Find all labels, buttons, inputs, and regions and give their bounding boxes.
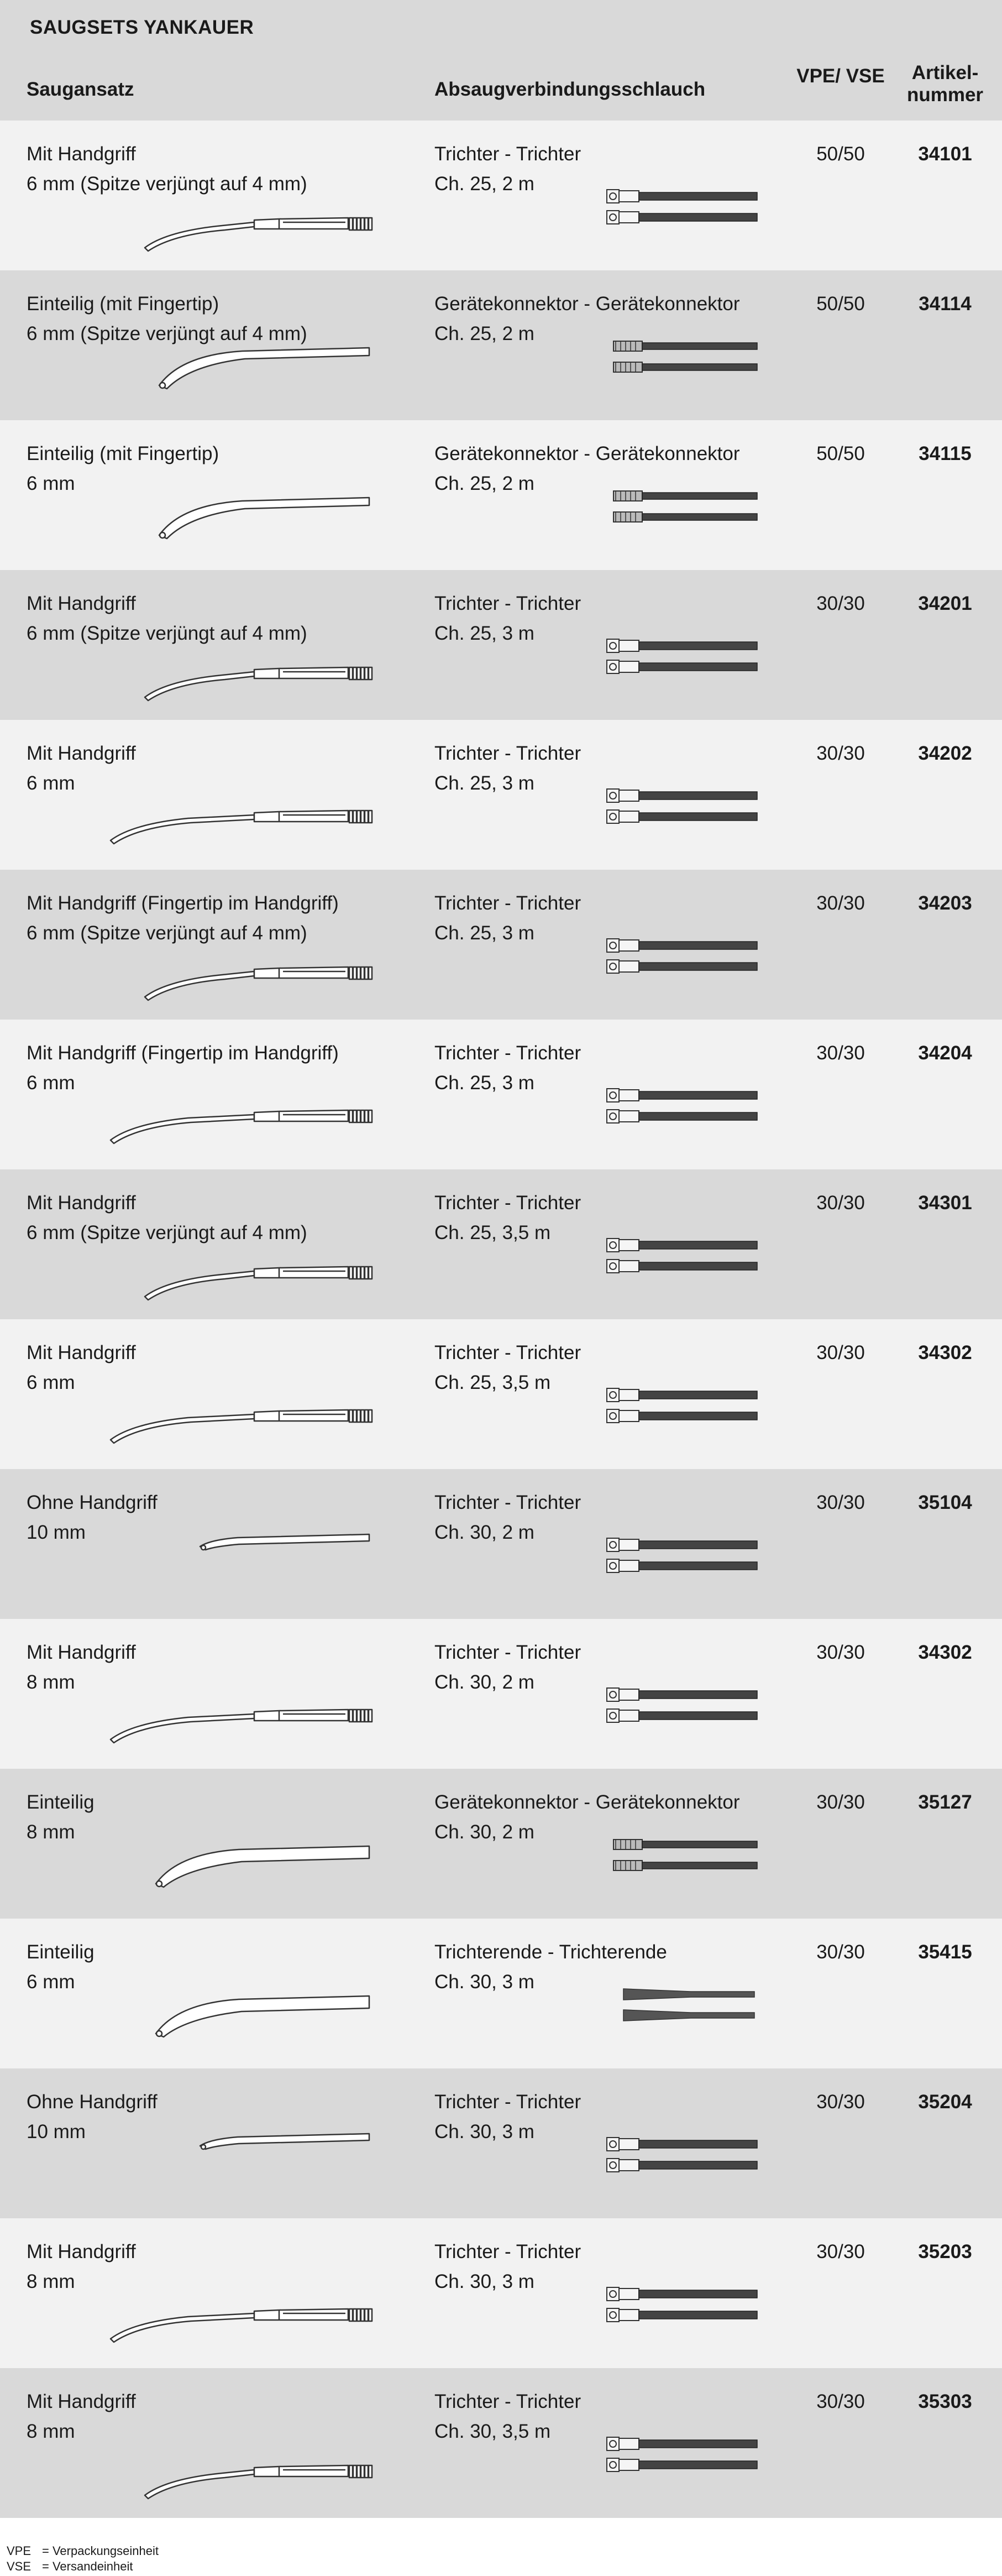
yankauer-tip-drawing [200, 2134, 369, 2149]
artikelnummer: 35415 [918, 1941, 972, 1963]
schlauch-type: Gerätekonnektor - Gerätekonnektor [434, 293, 740, 315]
artikelnummer: 34302 [918, 1342, 972, 1363]
yankauer-tip-drawing [111, 2309, 372, 2342]
schlauch-spec: Ch. 25, 3 m [434, 623, 534, 644]
yankauer-tip-drawing [200, 1534, 369, 1550]
schlauch-spec: Ch. 30, 3,5 m [434, 2421, 551, 2442]
suction-tube-drawing [607, 1089, 757, 1123]
artikelnummer: 35303 [918, 2391, 972, 2412]
vpe-value: 30/30 [816, 1941, 865, 1963]
table-row [0, 1619, 1002, 1769]
yankauer-tip-drawing [145, 967, 372, 1000]
saugansatz-size: 6 mm (Spitze verjüngt auf 4 mm) [27, 1222, 307, 1243]
suction-tube-drawing [613, 491, 757, 522]
schlauch-spec: Ch. 25, 2 m [434, 473, 534, 494]
schlauch-type: Trichter - Trichter [434, 2391, 581, 2412]
schlauch-type: Trichter - Trichter [434, 593, 581, 614]
saugansatz-size: 10 mm [27, 1522, 86, 1543]
vpe-value: 50/50 [816, 443, 865, 464]
saugansatz-type: Mit Handgriff [27, 143, 136, 165]
schlauch-type: Gerätekonnektor - Gerätekonnektor [434, 443, 740, 464]
schlauch-spec: Ch. 25, 2 m [434, 323, 534, 344]
artikelnummer: 34114 [919, 293, 972, 315]
saugansatz-type: Mit Handgriff [27, 2241, 136, 2263]
schlauch-spec: Ch. 25, 3,5 m [434, 1222, 551, 1243]
schlauch-type: Trichter - Trichter [434, 892, 581, 914]
table-row [0, 270, 1002, 420]
saugansatz-size: 8 mm [27, 2271, 75, 2292]
vpe-value: 30/30 [816, 1042, 865, 1064]
schlauch-type: Trichter - Trichter [434, 1492, 581, 1513]
artikelnummer: 34201 [918, 593, 972, 614]
schlauch-type: Trichter - Trichter [434, 2241, 581, 2263]
table-row [0, 121, 1002, 270]
saugansatz-type: Mit Handgriff [27, 1192, 136, 1214]
yankauer-tip-drawing [111, 1110, 372, 1143]
schlauch-spec: Ch. 30, 3 m [434, 2271, 534, 2292]
table-row [0, 2218, 1002, 2368]
saugansatz-type: Mit Handgriff [27, 1342, 136, 1363]
vpe-value: 50/50 [816, 293, 865, 315]
column-header-vpe: VPE/ VSE [796, 65, 885, 87]
saugansatz-type: Einteilig (mit Fingertip) [27, 443, 219, 464]
page-title: SAUGSETS YANKAUER [30, 17, 254, 38]
artikelnummer: 34202 [918, 743, 972, 764]
schlauch-type: Trichter - Trichter [434, 143, 581, 165]
table-row [0, 1319, 1002, 1469]
saugansatz-size: 6 mm (Spitze verjüngt auf 4 mm) [27, 323, 307, 344]
saugansatz-size: 6 mm [27, 1971, 75, 1993]
schlauch-type: Trichterende - Trichterende [434, 1941, 667, 1963]
suction-tube-drawing [613, 341, 757, 372]
schlauch-type: Trichter - Trichter [434, 1342, 581, 1363]
artikelnummer: 34204 [918, 1042, 972, 1064]
footnote-vse-text: = Versandeinheit [42, 2559, 133, 2573]
schlauch-type: Trichter - Trichter [434, 743, 581, 764]
vpe-value: 30/30 [816, 2241, 865, 2263]
schlauch-spec: Ch. 25, 3 m [434, 772, 534, 794]
column-header-artikelnummer [895, 62, 995, 106]
schlauch-spec: Ch. 30, 2 m [434, 1821, 534, 1843]
table-row [0, 2368, 1002, 2518]
footnote-vpe-text: = Verpackungseinheit [42, 2544, 159, 2558]
yankauer-tip-drawing [159, 498, 369, 539]
schlauch-spec: Ch. 25, 2 m [434, 173, 534, 195]
artikelnummer: 35127 [918, 1791, 972, 1813]
table-row [0, 420, 1002, 570]
saugansatz-type: Einteilig [27, 1791, 95, 1813]
table-row [0, 1469, 1002, 1619]
schlauch-type: Trichter - Trichter [434, 1192, 581, 1214]
vpe-value: 30/30 [816, 1791, 865, 1813]
suction-tube-drawing [607, 1388, 757, 1423]
artikelnummer: 34101 [918, 143, 972, 165]
vpe-value: 30/30 [816, 892, 865, 914]
schlauch-type: Trichter - Trichter [434, 1642, 581, 1663]
saugansatz-type: Einteilig (mit Fingertip) [27, 293, 219, 315]
saugansatz-size: 10 mm [27, 2121, 86, 2143]
yankauer-tip-drawing [145, 667, 372, 701]
vpe-value: 30/30 [816, 593, 865, 614]
saugansatz-size: 8 mm [27, 1821, 75, 1843]
schlauch-type: Trichter - Trichter [434, 1042, 581, 1064]
saugansatz-size: 8 mm [27, 1671, 75, 1693]
saugansatz-size: 6 mm (Spitze verjüngt auf 4 mm) [27, 173, 307, 195]
column-header-schlauch: Absaugverbindungsschlauch [434, 79, 706, 100]
yankauer-tip-drawing [111, 811, 372, 844]
suction-tube-drawing [607, 2437, 757, 2472]
saugansatz-type: Mit Handgriff [27, 743, 136, 764]
footnote-vse [7, 2559, 133, 2574]
column-header-artikel-line1: Artikel- [911, 62, 979, 83]
suction-tube-drawing [623, 1989, 754, 2021]
saugansatz-type: Ohne Handgriff [27, 1492, 158, 1513]
schlauch-spec: Ch. 25, 3,5 m [434, 1372, 551, 1393]
table-row [0, 720, 1002, 870]
suction-tube-drawing [607, 1239, 757, 1273]
vpe-value: 30/30 [816, 1492, 865, 1513]
saugansatz-size: 6 mm (Spitze verjüngt auf 4 mm) [27, 922, 307, 944]
schlauch-spec: Ch. 30, 3 m [434, 2121, 534, 2143]
schlauch-spec: Ch. 30, 3 m [434, 1971, 534, 1993]
suction-tube-drawing [607, 639, 757, 673]
table-row [0, 2068, 1002, 2218]
schlauch-spec: Ch. 25, 3 m [434, 922, 534, 944]
footnote-vpe-abbr: VPE [7, 2544, 32, 2558]
saugansatz-type: Mit Handgriff [27, 593, 136, 614]
yankauer-tip-drawing [156, 1996, 369, 2037]
suction-tube-drawing [607, 2138, 757, 2172]
saugansatz-type: Einteilig [27, 1941, 95, 1963]
artikelnummer: 34302 [918, 1642, 972, 1663]
saugansatz-type: Mit Handgriff [27, 1642, 136, 1663]
saugansatz-size: 8 mm [27, 2421, 75, 2442]
saugansatz-size: 6 mm [27, 473, 75, 494]
artikelnummer: 35203 [918, 2241, 972, 2263]
table-row [0, 1769, 1002, 1919]
suction-tube-drawing [607, 789, 757, 823]
column-header-artikel-line2: nummer [906, 84, 984, 106]
vpe-value: 30/30 [816, 2391, 865, 2412]
suction-tube-drawing [613, 1840, 757, 1870]
footnote-vpe [7, 2543, 159, 2559]
vpe-value: 30/30 [816, 1192, 865, 1214]
schlauch-spec: Ch. 25, 3 m [434, 1072, 534, 1094]
yankauer-tip-drawing [145, 1267, 372, 1300]
footnote-vse-abbr: VSE [7, 2559, 32, 2573]
artikelnummer: 35104 [918, 1492, 972, 1513]
yankauer-tip-drawing [159, 348, 369, 389]
table-row [0, 1169, 1002, 1319]
table-row [0, 1919, 1002, 2068]
yankauer-tip-drawing [156, 1846, 369, 1887]
vpe-value: 50/50 [816, 143, 865, 165]
table-row [0, 570, 1002, 720]
saugansatz-type: Mit Handgriff (Fingertip im Handgriff) [27, 1042, 339, 1064]
yankauer-tip-drawing [145, 218, 372, 251]
suction-tube-drawing [607, 1538, 757, 1572]
saugansatz-size: 6 mm [27, 1072, 75, 1094]
saugansatz-size: 6 mm [27, 772, 75, 794]
suction-tube-drawing [607, 2287, 757, 2322]
saugansatz-size: 6 mm (Spitze verjüngt auf 4 mm) [27, 623, 307, 644]
saugansatz-type: Ohne Handgriff [27, 2091, 158, 2113]
artikelnummer: 34203 [918, 892, 972, 914]
saugansatz-type: Mit Handgriff (Fingertip im Handgriff) [27, 892, 339, 914]
saugansatz-type: Mit Handgriff [27, 2391, 136, 2412]
schlauch-spec: Ch. 30, 2 m [434, 1671, 534, 1693]
vpe-value: 30/30 [816, 1342, 865, 1363]
table-row [0, 1020, 1002, 1169]
schlauch-type: Trichter - Trichter [434, 2091, 581, 2113]
yankauer-tip-drawing [111, 1710, 372, 1743]
schlauch-spec: Ch. 30, 2 m [434, 1522, 534, 1543]
vpe-value: 30/30 [816, 1642, 865, 1663]
yankauer-tip-drawing [111, 1410, 372, 1443]
artikelnummer: 34301 [918, 1192, 972, 1214]
vpe-value: 30/30 [816, 2091, 865, 2113]
suction-tube-drawing [607, 939, 757, 973]
artikelnummer: 34115 [919, 443, 972, 464]
artikelnummer: 35204 [918, 2091, 972, 2113]
vpe-value: 30/30 [816, 743, 865, 764]
table-row [0, 870, 1002, 1020]
saugansatz-size: 6 mm [27, 1372, 75, 1393]
suction-tube-drawing [607, 190, 757, 224]
suction-tube-drawing [607, 1688, 757, 1722]
schlauch-type: Gerätekonnektor - Gerätekonnektor [434, 1791, 740, 1813]
yankauer-tip-drawing [145, 2465, 372, 2499]
column-header-saugansatz: Saugansatz [27, 79, 134, 100]
